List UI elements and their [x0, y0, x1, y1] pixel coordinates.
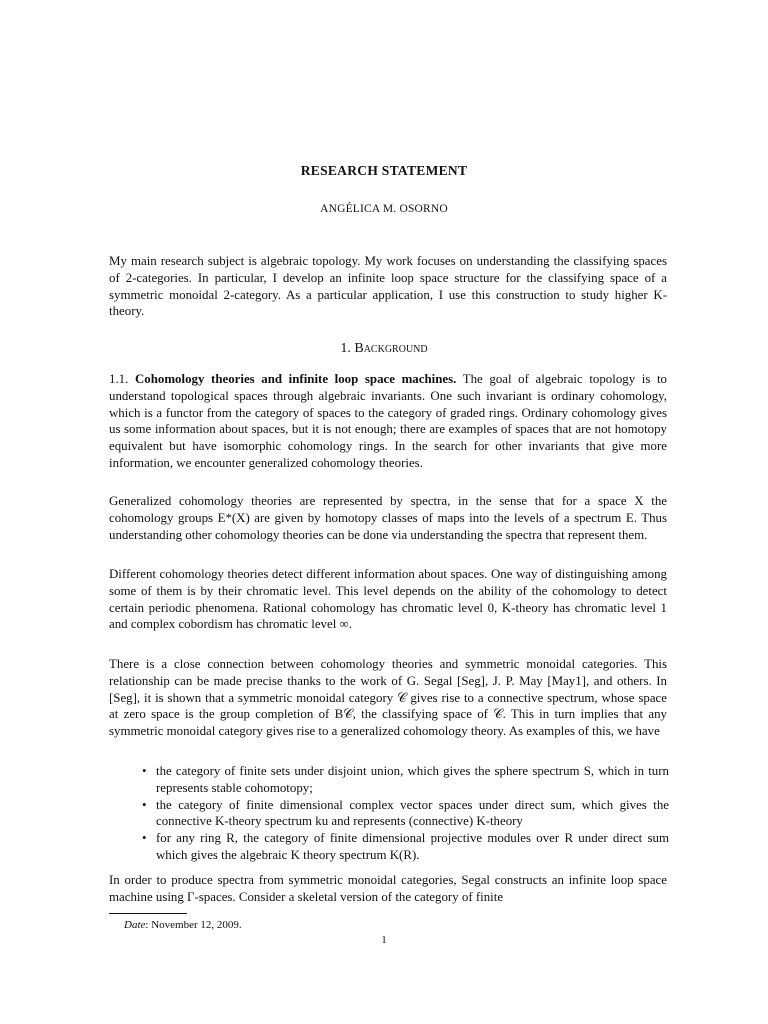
- section-title: Background: [354, 341, 428, 356]
- footnote-text: : November 12, 2009.: [145, 919, 242, 931]
- footnote-label: Date: [124, 919, 146, 931]
- paragraph-3: Different cohomology theories detect different information about spaces. One way of distinguishing among some of them is by their chromatic level. This level depends on the ability of the cohomology to detect certain periodic phenomena. Rational cohomology has chromatic level 0, K-theory has chromatic level 1 and complex cobordism has chromatic level ∞.: [109, 567, 667, 632]
- examples-list: [142, 763, 669, 864]
- paper-title: RESEARCH STATEMENT: [300, 163, 468, 178]
- section-number: 1.: [340, 341, 351, 356]
- list-item: [142, 797, 669, 831]
- footnote-rule: [109, 913, 187, 914]
- subsection-number: 1.1.: [109, 372, 129, 386]
- bullet-icon: •: [142, 797, 147, 812]
- list-item: [142, 830, 669, 864]
- paragraph-2: Generalized cohomology theories are represented by spectra, in the sense that for a space X the cohomology groups E*(X) are given by homotopy classes of maps into the levels of a spectrum E. Thus understanding other cohomology theories can be done via understanding the spectra that represent them.: [109, 494, 667, 542]
- footnote: [124, 919, 242, 931]
- list-item-text: the category of finite dimensional complex vector spaces under direct sum, which gives the connective K-theory spectrum ku and represents (connective) K-theory: [156, 797, 669, 829]
- list-item: [142, 763, 669, 797]
- abstract-paragraph: My main research subject is algebraic topology. My work focuses on understanding the classifying spaces of 2-categories. In particular, I develop an infinite loop space structure for the classifying space of a symmetric monoidal 2-category. As a particular application, I use this construction to study higher K-theory.: [109, 254, 667, 319]
- paragraph-1: [109, 371, 667, 472]
- paragraph-1-text: The goal of algebraic topology is to understand topological spaces through algebraic invariants. One such invariant is ordinary cohomology, which is a functor from the category of spaces to the category of graded rings. Ordinary cohomology gives us some information about spaces, but it is not enough; there are examples of spaces that are not homotopy equivalent but have isomorphic cohomology rings. In the search for other invariants that give more information, we encounter generalized cohomology theories.: [109, 372, 667, 470]
- author-name: ANGÉLICA M. OSORNO: [320, 203, 448, 215]
- bullet-icon: •: [142, 764, 147, 778]
- paragraph-5: In order to produce spectra from symmetric monoidal categories, Segal constructs an infinite loop space machine using Γ-spaces. Consider a skeletal version of the category of finite: [109, 873, 667, 904]
- list-item-text: for any ring R, the category of finite dimensional projective modules over R under direct sum which gives the algebraic K theory spectrum K(R).: [156, 831, 669, 862]
- subsection-title: Cohomology theories and infinite loop space machines.: [134, 372, 457, 386]
- page-number: 1: [381, 934, 387, 946]
- paragraph-4: There is a close connection between cohomology theories and symmetric monoidal categories. This relationship can be made precise thanks to the work of G. Segal [Seg], J. P. May [May1], and others. In [Seg], it is shown that a symmetric monoidal category 𝒞 gives rise to a connective spectrum, whose space at zero space is the group completion of B𝒞, the classifying space of 𝒞. This in turn implies that any symmetric monoidal category gives rise to a generalized cohomology theory. As examples of this, we have: [109, 657, 667, 739]
- section-heading: [0, 341, 768, 357]
- bullet-icon: •: [142, 831, 147, 846]
- list-item-text: the category of finite sets under disjoint union, which gives the sphere spectrum S, which in turn represents stable cohomotopy;: [156, 764, 669, 795]
